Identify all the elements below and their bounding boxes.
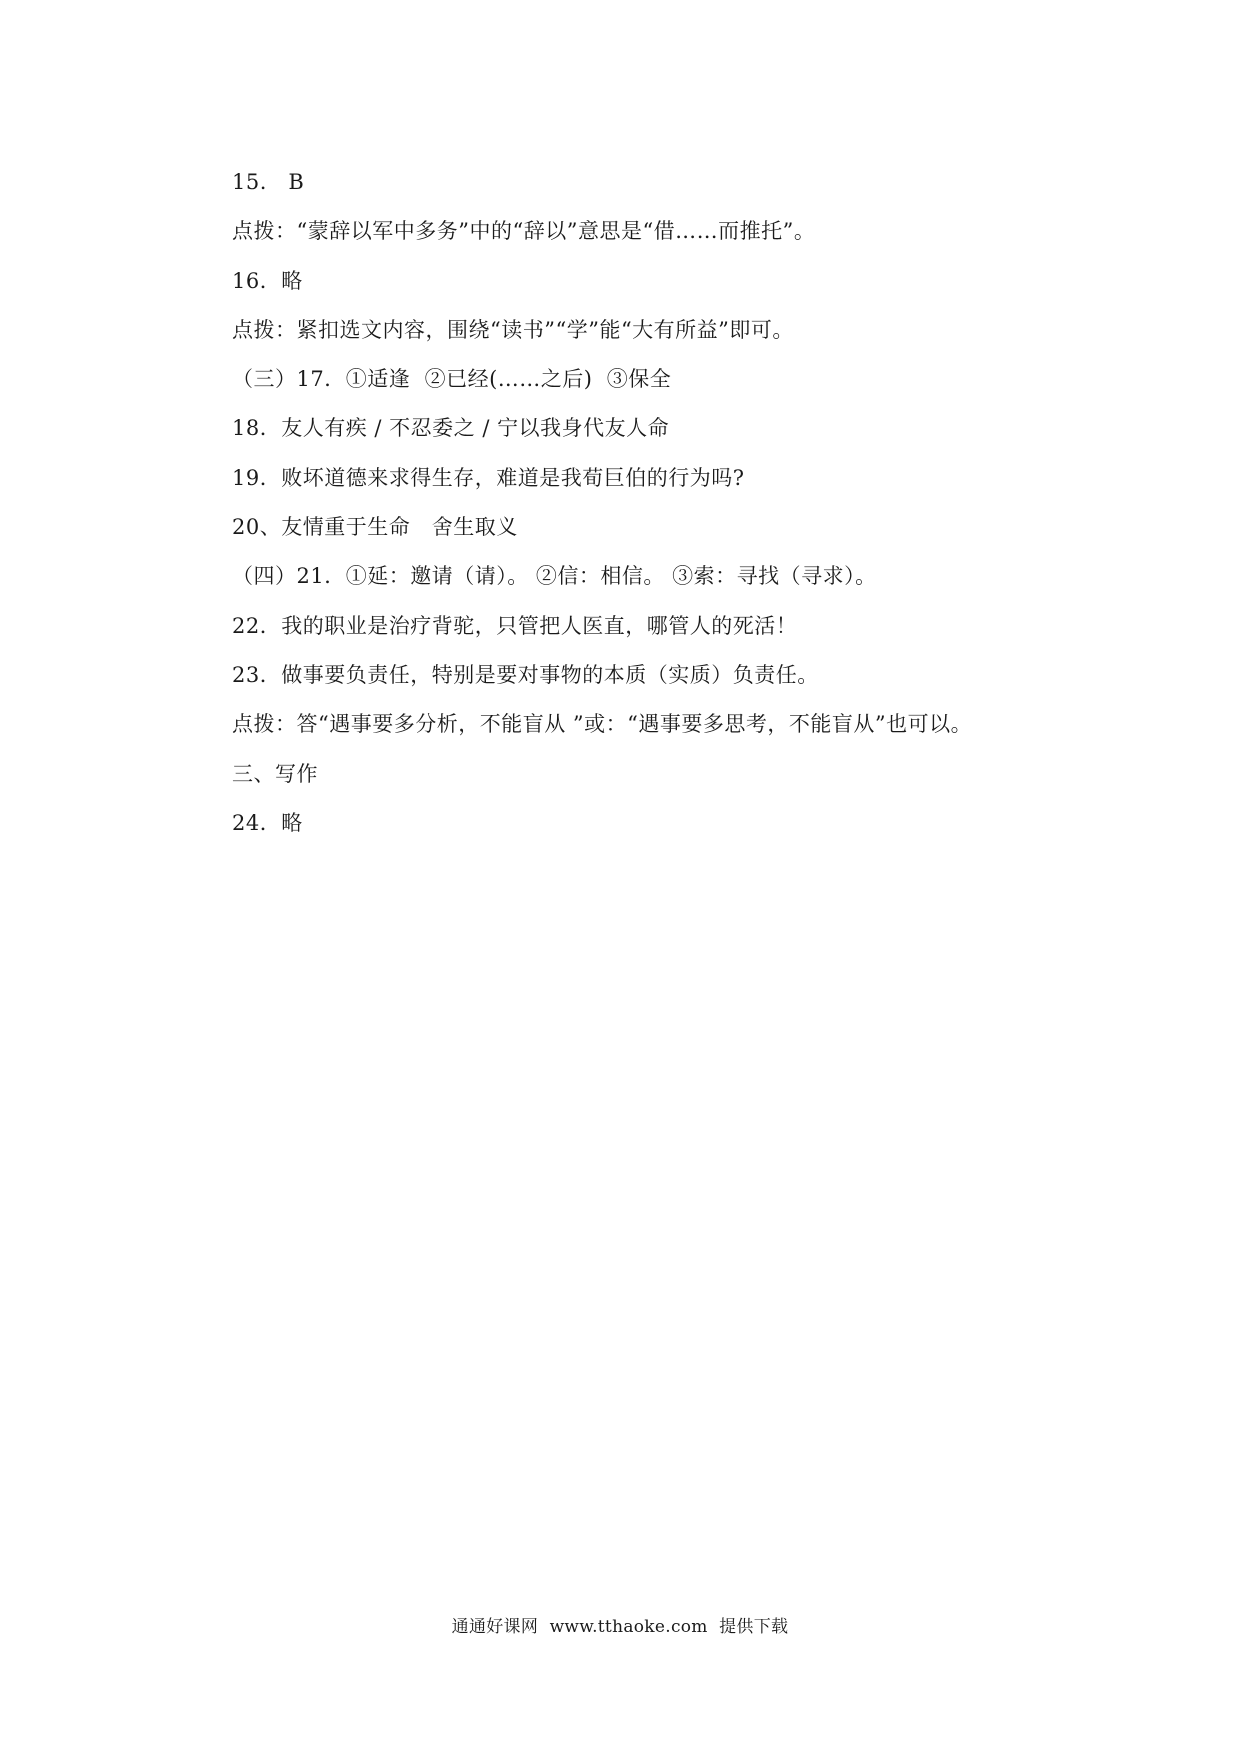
answer-22: 22．我的职业是治疗背驼，只管把人医直，哪管人的死活！ [232, 613, 798, 638]
answer-16: 16．略 [232, 268, 303, 293]
answer-16-hint: 点拨：紧扣选文内容，围绕“读书”“学”能“大有所益”即可。 [232, 317, 794, 342]
answer-20: 20、友情重于生命 舍生取义 [232, 515, 518, 540]
answer-23-hint: 点拨：答“遇事要多分析，不能盲从 ”或：“遇事要多思考，不能盲从”也可以。 [232, 712, 973, 737]
answer-18: 18．友人有疾 / 不忍委之 / 宁以我身代友人命 [232, 416, 670, 441]
answer-15: 15. B [232, 170, 305, 194]
section-heading-writing: 三、写作 [232, 761, 318, 786]
answer-list [232, 158, 1052, 848]
answer-21: （四）21．①延：邀请（请）。 ②信：相信。 ③索：寻找（寻求）。 [232, 564, 877, 589]
answer-24: 24．略 [232, 810, 303, 835]
answer-23: 23．做事要负责任，特别是要对事物的本质（实质）负责任。 [232, 662, 819, 687]
answer-17: （三）17．①适逢 ②已经(……之后) ③保全 [232, 367, 672, 392]
answer-15-hint: 点拨：“蒙辞以军中多务”中的“辞以”意思是“借……而推托”。 [232, 219, 816, 244]
answer-19: 19．败坏道德来求得生存，难道是我荀巨伯的行为吗? [232, 465, 745, 490]
page-footer: 通通好课网 www.tthaoke.com 提供下载 [451, 1617, 789, 1637]
